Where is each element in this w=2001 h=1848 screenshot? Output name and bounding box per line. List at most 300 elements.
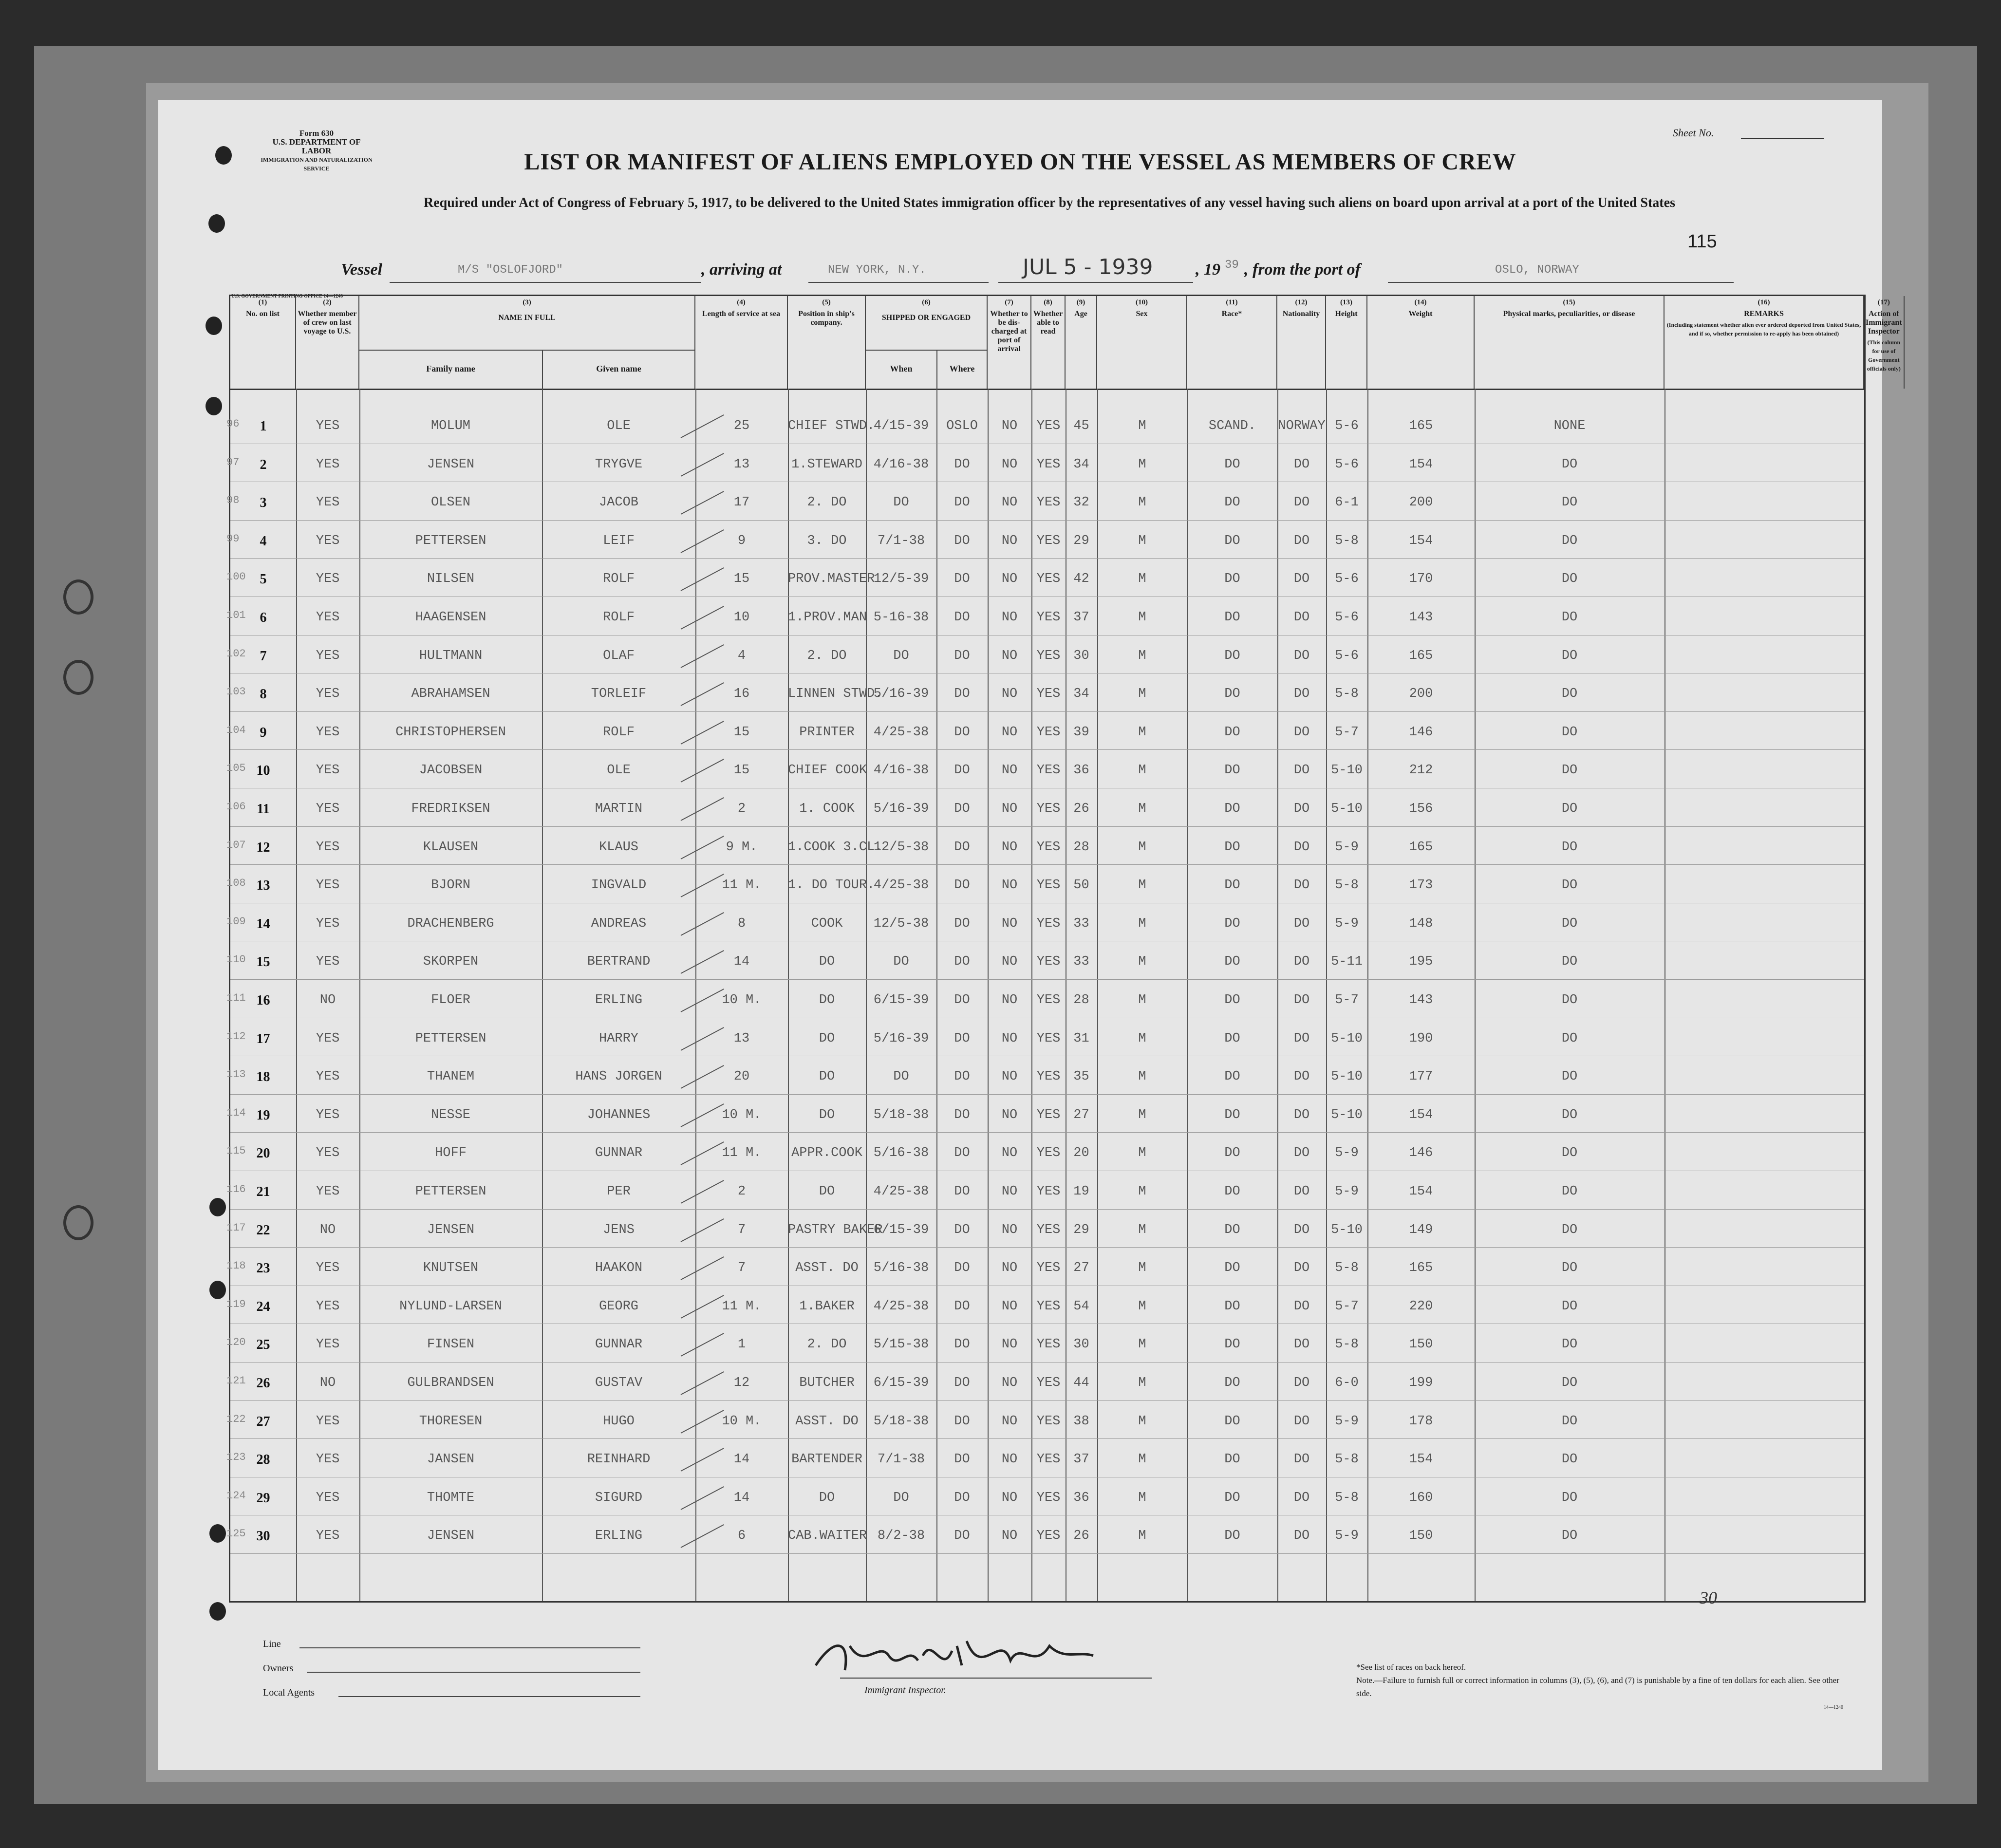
table-cell: 4/16-38: [873, 763, 929, 778]
table-cell: CHRISTOPHERSEN: [395, 725, 506, 740]
table-cell: M: [1138, 840, 1146, 855]
column-header: [1187, 296, 1277, 389]
table-cell: TORLEIF: [591, 687, 647, 702]
signature-line: [840, 1678, 1152, 1679]
table-cell: 170: [1409, 572, 1433, 587]
table-cell: DO: [893, 1490, 909, 1505]
binder-hole: [209, 1198, 226, 1216]
table-cell: DO: [954, 763, 970, 778]
table-cell: DO: [1224, 610, 1240, 625]
table-cell: ABRAHAMSEN: [411, 687, 490, 702]
table-cell: 5-6: [1335, 572, 1359, 587]
table-cell: 165: [1409, 1261, 1433, 1276]
table-cell: 5-9: [1335, 1184, 1359, 1199]
table-cell: 14: [733, 954, 750, 970]
table-cell: 146: [1409, 725, 1433, 740]
column-number: (2): [323, 299, 332, 306]
table-cell: DO: [1561, 802, 1578, 816]
table-cell: MARTIN: [595, 802, 643, 816]
page-subtitle: Required under Act of Congress of February 5, 1917, to be delivered to the United States immigration officer by the representatives of any vessel having such aliens on board upon arrival at a port of the United States: [424, 195, 1675, 210]
table-cell: 11 M.: [722, 1146, 762, 1161]
table-cell: TRYGVE: [595, 457, 643, 472]
line-label: Line: [263, 1639, 281, 1649]
table-cell: NO: [1001, 763, 1018, 778]
table-cell: 3. DO: [807, 533, 847, 548]
table-cell: 143: [1409, 610, 1433, 625]
sheet-label: Sheet No.: [1673, 127, 1714, 139]
table-cell: M: [1138, 495, 1146, 510]
table-cell: DO: [819, 1107, 835, 1122]
column-label: SHIPPED OR ENGAGED: [881, 314, 971, 322]
crew-table: [226, 295, 1902, 1603]
table-cell: DO: [954, 495, 970, 510]
table-cell: KLAUSEN: [423, 840, 479, 855]
table-cell: DO: [1293, 1490, 1310, 1505]
row-number: 12: [256, 840, 270, 855]
date-underline: [998, 282, 1193, 283]
sequence-number: 124: [226, 1489, 246, 1502]
row-rule: [230, 864, 1864, 865]
races-note: *See list of races on back hereof.: [1356, 1662, 1466, 1672]
table-cell: ROLF: [603, 572, 635, 587]
table-cell: NO: [1001, 1146, 1018, 1161]
binder-hole: [215, 146, 232, 165]
table-cell: 173: [1409, 878, 1433, 893]
table-cell: DO: [1561, 1146, 1578, 1161]
table-cell: NO: [1001, 457, 1018, 472]
table-cell: DO: [1224, 572, 1240, 587]
row-number: 26: [256, 1376, 270, 1391]
table-cell: 5-9: [1335, 840, 1359, 855]
table-cell: 10 M.: [722, 1107, 762, 1122]
column-header: [788, 296, 866, 389]
row-rule: [230, 826, 1864, 827]
table-cell: M: [1138, 687, 1146, 702]
sequence-number: 109: [226, 915, 246, 928]
table-cell: DO: [954, 1299, 970, 1314]
table-cell: DO: [1293, 993, 1310, 1008]
table-cell: GUNNAR: [595, 1146, 643, 1161]
table-cell: 2. DO: [807, 495, 847, 510]
table-cell: 36: [1073, 1490, 1089, 1505]
row-number: 25: [256, 1337, 270, 1353]
table-cell: DO: [1293, 1529, 1310, 1544]
table-cell: 30: [1073, 1337, 1089, 1352]
table-cell: YES: [316, 1107, 340, 1122]
binder-hole: [208, 214, 225, 233]
row-number: 28: [256, 1452, 270, 1468]
table-cell: HANS JORGEN: [575, 1069, 662, 1084]
sequence-number: 121: [226, 1375, 246, 1387]
table-cell: 12: [733, 1376, 750, 1390]
gpo-imprint: U.S. GOVERNMENT PRINTING OFFICE 14—1240: [231, 294, 343, 299]
table-cell: JACOBSEN: [419, 763, 483, 778]
table-cell: 7: [737, 1261, 746, 1276]
table-cell: DO: [1224, 533, 1240, 548]
table-cell: BARTENDER: [791, 1452, 862, 1467]
row-number: 18: [256, 1069, 270, 1085]
sheet-number: 115: [1687, 231, 1717, 252]
table-cell: 44: [1073, 1376, 1089, 1390]
column-header: [1475, 296, 1664, 389]
table-cell: DO: [1561, 648, 1578, 663]
table-cell: M: [1138, 1184, 1146, 1199]
table-cell: 7/1-38: [877, 1452, 925, 1467]
table-cell: 148: [1409, 916, 1433, 931]
table-cell: DO: [954, 1452, 970, 1467]
handwritten-total: 30: [1700, 1588, 1717, 1607]
table-cell: YES: [316, 725, 340, 740]
table-cell: 5-6: [1335, 610, 1359, 625]
sequence-number: 100: [226, 571, 246, 583]
table-cell: SIGURD: [595, 1490, 643, 1505]
row-number: 3: [260, 495, 267, 511]
table-cell: DO: [1293, 1299, 1310, 1314]
agents-underline: [338, 1696, 640, 1697]
column-label: Age: [1074, 310, 1087, 318]
column-subheader: Where: [949, 364, 975, 373]
column-subheader: When: [890, 364, 913, 373]
table-cell: THANEM: [427, 1069, 475, 1084]
table-cell: DO: [1561, 572, 1578, 587]
table-cell: DO: [819, 1069, 835, 1084]
row-number: 17: [256, 1031, 270, 1046]
sequence-number: 101: [226, 609, 246, 621]
table-cell: DO: [819, 1184, 835, 1199]
table-cell: THOMTE: [427, 1490, 475, 1505]
table-cell: DO: [1224, 1414, 1240, 1429]
table-cell: JACOB: [598, 495, 638, 510]
table-cell: NO: [319, 1376, 336, 1390]
column-number: (14): [1414, 299, 1427, 306]
table-cell: DO: [954, 1490, 970, 1505]
sequence-number: 116: [226, 1183, 246, 1195]
row-number: 4: [260, 533, 267, 549]
table-cell: 1.PROV.MAN: [788, 610, 867, 625]
column-label: NAME IN FULL: [498, 314, 556, 322]
table-cell: 50: [1073, 878, 1089, 893]
table-cell: 5-10: [1331, 1069, 1363, 1084]
table-cell: 36: [1073, 763, 1089, 778]
table-cell: DO: [1293, 916, 1310, 931]
table-cell: FREDRIKSEN: [411, 802, 490, 816]
sequence-number: 123: [226, 1451, 246, 1464]
table-cell: DO: [1561, 457, 1578, 472]
table-cell: DO: [819, 954, 835, 970]
table-cell: YES: [316, 1529, 340, 1544]
column-label: Length of service at sea: [702, 310, 780, 318]
table-cell: 5-10: [1331, 1222, 1363, 1237]
table-cell: YES: [1036, 495, 1061, 510]
table-cell: REINHARD: [587, 1452, 651, 1467]
row-number: 20: [256, 1146, 270, 1161]
table-cell: DO: [954, 1414, 970, 1429]
row-number: 22: [256, 1222, 270, 1238]
table-cell: M: [1138, 1452, 1146, 1467]
line-underline: [299, 1647, 640, 1648]
table-cell: 5-10: [1331, 1031, 1363, 1046]
table-cell: YES: [316, 1337, 340, 1352]
departure-port: OSLO, NORWAY: [1495, 263, 1579, 277]
table-cell: ROLF: [603, 610, 635, 625]
table-cell: YES: [1036, 1069, 1061, 1084]
table-cell: 10 M.: [722, 993, 762, 1008]
table-cell: YES: [316, 610, 340, 625]
row-number: 14: [256, 916, 270, 932]
table-cell: DO: [1293, 1337, 1310, 1352]
sequence-number: 96: [226, 418, 240, 430]
table-cell: YES: [316, 1452, 340, 1467]
row-number: 19: [256, 1107, 270, 1123]
table-cell: LEIF: [603, 533, 635, 548]
table-cell: 5-6: [1335, 419, 1359, 433]
sequence-number: 113: [226, 1068, 246, 1081]
table-cell: 14: [733, 1452, 750, 1467]
table-cell: NO: [1001, 1069, 1018, 1084]
row-rule: [230, 1209, 1864, 1210]
table-cell: YES: [316, 572, 340, 587]
department: U.S. DEPARTMENT OF LABOR: [272, 137, 361, 155]
table-cell: OLAF: [603, 648, 635, 663]
table-cell: DO: [1561, 1031, 1578, 1046]
table-cell: DO: [954, 457, 970, 472]
table-cell: DO: [1561, 1452, 1578, 1467]
table-cell: 1: [737, 1337, 746, 1352]
table-cell: DO: [1561, 1376, 1578, 1390]
table-cell: DO: [1224, 1222, 1240, 1237]
table-cell: 13: [733, 457, 750, 472]
row-number: 11: [257, 802, 270, 817]
table-cell: 5-9: [1335, 1414, 1359, 1429]
table-cell: NO: [1001, 1529, 1018, 1544]
table-cell: DO: [1293, 1376, 1310, 1390]
inspector-signature: [806, 1626, 1098, 1680]
table-cell: M: [1138, 1376, 1146, 1390]
table-cell: 45: [1073, 419, 1089, 433]
header-rule: [230, 389, 1864, 390]
table-cell: NO: [1001, 916, 1018, 931]
table-cell: 9: [737, 533, 746, 548]
table-cell: YES: [1036, 878, 1061, 893]
from-label: , from the port of: [1244, 261, 1361, 279]
table-cell: 26: [1073, 802, 1089, 816]
table-cell: NO: [1001, 687, 1018, 702]
table-cell: DO: [1224, 878, 1240, 893]
table-cell: 6/15-39: [873, 1222, 929, 1237]
table-cell: DO: [893, 495, 909, 510]
table-cell: 5-10: [1331, 1107, 1363, 1122]
table-cell: M: [1138, 648, 1146, 663]
table-cell: 54: [1073, 1299, 1089, 1314]
row-number: 9: [260, 725, 267, 740]
table-cell: DO: [954, 1107, 970, 1122]
table-cell: DO: [1293, 533, 1310, 548]
column-subheader: Family name: [426, 364, 475, 373]
table-cell: DO: [1293, 802, 1310, 816]
table-cell: 1. COOK: [799, 802, 855, 816]
subheader-rule: [359, 350, 694, 351]
table-cell: YES: [316, 840, 340, 855]
table-cell: M: [1138, 572, 1146, 587]
table-cell: NO: [1001, 1222, 1018, 1237]
table-cell: 4/15-39: [873, 419, 929, 433]
table-cell: DO: [1561, 1069, 1578, 1084]
table-cell: YES: [1036, 1376, 1061, 1390]
table-cell: 154: [1409, 1452, 1433, 1467]
column-label: Nationality: [1282, 310, 1320, 318]
table-cell: DO: [954, 610, 970, 625]
column-header: [695, 296, 788, 389]
table-cell: YES: [316, 1261, 340, 1276]
table-cell: DO: [1293, 1261, 1310, 1276]
subheader-divider: [936, 350, 937, 389]
table-cell: 146: [1409, 1146, 1433, 1161]
table-cell: LINNEN STWD.: [788, 687, 883, 702]
binder-hole: [209, 1602, 226, 1621]
table-cell: NO: [1001, 1414, 1018, 1429]
table-cell: 154: [1409, 1107, 1433, 1122]
table-cell: M: [1138, 916, 1146, 931]
column-number: (16): [1758, 299, 1770, 306]
table-cell: DO: [954, 725, 970, 740]
row-rule: [230, 520, 1864, 521]
table-cell: YES: [1036, 572, 1061, 587]
table-cell: DO: [1561, 840, 1578, 855]
table-cell: YES: [1036, 1414, 1061, 1429]
table-cell: OLE: [607, 419, 631, 433]
binder-ring: [63, 579, 94, 615]
table-cell: 5/16-39: [873, 687, 929, 702]
sheet-underline: [1741, 138, 1824, 139]
table-cell: 5-8: [1335, 687, 1359, 702]
table-cell: NILSEN: [427, 572, 475, 587]
sequence-number: 110: [226, 953, 246, 966]
table-cell: DO: [954, 1222, 970, 1237]
binder-ring: [63, 660, 94, 695]
table-cell: 1. DO TOUR.: [788, 878, 875, 893]
table-cell: DO: [1561, 1414, 1578, 1429]
table-cell: NO: [1001, 419, 1018, 433]
table-cell: DO: [1224, 1184, 1240, 1199]
table-cell: 35: [1073, 1069, 1089, 1084]
row-rule: [230, 1132, 1864, 1133]
table-cell: 5-8: [1335, 1452, 1359, 1467]
table-cell: SCAND.: [1208, 419, 1256, 433]
column-number: (8): [1044, 299, 1052, 306]
column-rule: [1664, 389, 1665, 1601]
table-cell: INGVALD: [591, 878, 647, 893]
table-cell: BERTRAND: [587, 954, 651, 970]
row-number: 5: [260, 572, 267, 587]
table-cell: 37: [1073, 610, 1089, 625]
table-cell: 5-7: [1335, 993, 1359, 1008]
table-cell: GUNNAR: [595, 1337, 643, 1352]
row-rule: [230, 749, 1864, 750]
table-cell: DO: [1561, 1337, 1578, 1352]
table-cell: DO: [1293, 1414, 1310, 1429]
table-cell: HOFF: [435, 1146, 467, 1161]
column-label: Whether member of crew on last voyage to U.S.: [298, 310, 357, 336]
table-cell: NO: [1001, 648, 1018, 663]
table-cell: 5-11: [1331, 954, 1363, 970]
table-cell: DO: [954, 993, 970, 1008]
table-cell: 2: [737, 1184, 746, 1199]
table-cell: 5/16-39: [873, 1031, 929, 1046]
table-cell: YES: [1036, 1184, 1061, 1199]
table-cell: M: [1138, 1146, 1146, 1161]
table-cell: NO: [1001, 610, 1018, 625]
table-cell: 8: [737, 916, 746, 931]
table-cell: DO: [1561, 610, 1578, 625]
table-cell: DO: [893, 1069, 909, 1084]
table-cell: KNUTSEN: [423, 1261, 479, 1276]
table-cell: NYLUND-LARSEN: [399, 1299, 502, 1314]
table-cell: DO: [1293, 1222, 1310, 1237]
table-cell: M: [1138, 763, 1146, 778]
table-cell: MOLUM: [430, 419, 470, 433]
table-cell: YES: [1036, 725, 1061, 740]
table-cell: DO: [1561, 1184, 1578, 1199]
table-cell: THORESEN: [419, 1414, 483, 1429]
table-cell: DO: [1561, 495, 1578, 510]
column-number: (9): [1076, 299, 1085, 306]
table-cell: NORWAY: [1278, 419, 1326, 433]
table-cell: M: [1138, 954, 1146, 970]
table-cell: 5-7: [1335, 1299, 1359, 1314]
table-cell: 38: [1073, 1414, 1089, 1429]
column-label: Sex: [1136, 310, 1148, 318]
column-number: (3): [523, 299, 531, 306]
table-cell: DO: [1224, 648, 1240, 663]
table-cell: 2: [737, 802, 746, 816]
table-cell: 5-8: [1335, 1490, 1359, 1505]
table-cell: 6/15-39: [873, 1376, 929, 1390]
sequence-number: 125: [226, 1528, 246, 1540]
table-cell: 154: [1409, 533, 1433, 548]
table-cell: 4: [737, 648, 746, 663]
table-cell: DO: [1561, 1222, 1578, 1237]
table-cell: 28: [1073, 993, 1089, 1008]
table-cell: 150: [1409, 1529, 1433, 1544]
sequence-number: 120: [226, 1336, 246, 1349]
table-cell: 5-9: [1335, 916, 1359, 931]
table-cell: DO: [1224, 954, 1240, 970]
row-rule: [230, 711, 1864, 712]
table-cell: YES: [1036, 648, 1061, 663]
table-cell: KLAUS: [598, 840, 638, 855]
table-cell: 11 M.: [722, 878, 762, 893]
table-cell: 178: [1409, 1414, 1433, 1429]
row-rule: [230, 558, 1864, 559]
table-cell: DO: [1561, 1490, 1578, 1505]
table-cell: DO: [1561, 763, 1578, 778]
table-cell: 4/25-38: [873, 725, 929, 740]
table-cell: DO: [954, 1184, 970, 1199]
table-cell: 5/18-38: [873, 1107, 929, 1122]
table-cell: DO: [1561, 954, 1578, 970]
table-cell: DO: [1293, 1069, 1310, 1084]
table-cell: YES: [1036, 1222, 1061, 1237]
sequence-number: 117: [226, 1221, 246, 1234]
table-cell: 29: [1073, 1222, 1089, 1237]
table-cell: 42: [1073, 572, 1089, 587]
table-cell: DO: [954, 1337, 970, 1352]
table-cell: 4/25-38: [873, 878, 929, 893]
table-cell: YES: [316, 1490, 340, 1505]
table-cell: 5/18-38: [873, 1414, 929, 1429]
table-cell: NESSE: [430, 1107, 470, 1122]
sequence-number: 114: [226, 1106, 246, 1119]
